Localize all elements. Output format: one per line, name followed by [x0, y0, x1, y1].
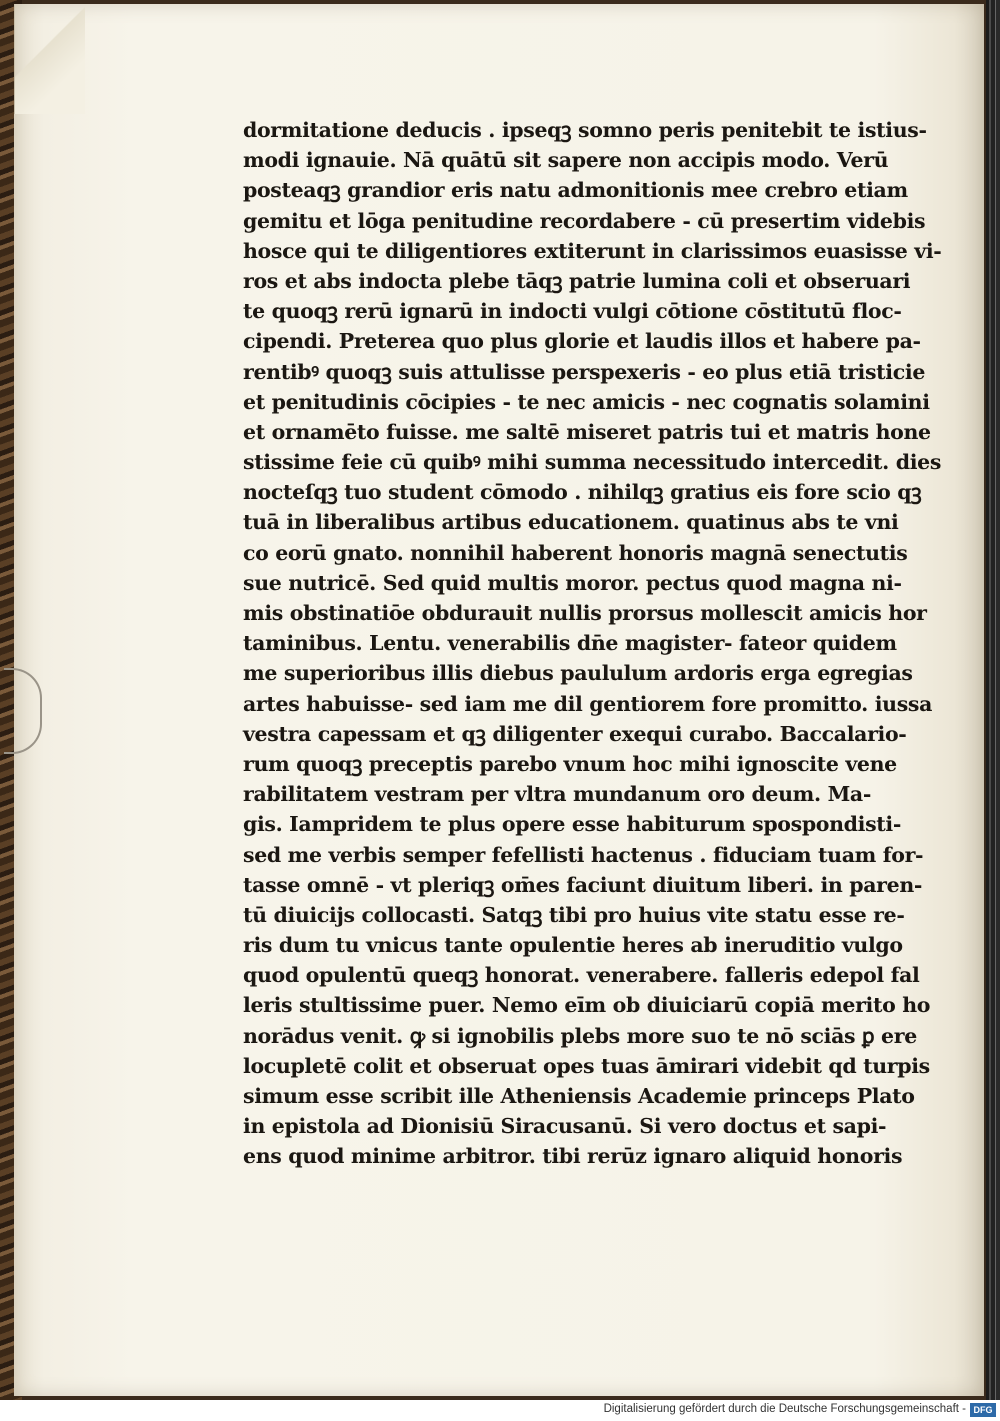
text-line: modi ignauie. Nā quātū sit sapere non accipis modo. Verū	[243, 148, 889, 173]
clasp-mark	[4, 668, 42, 754]
text-line: simum esse scribit ille Atheniensis Academie princeps Plato	[243, 1084, 915, 1108]
text-line: sed me verbis semper fefellisti hactenus . fiduciam tuam for-	[243, 842, 924, 867]
text-line: dormitatione deducis . ipseqꝫ somno peris penitebit te istius-	[243, 118, 927, 142]
text-line: locupletē colit et obseruat opes tuas āmirari videbit qd turpis	[243, 1053, 930, 1078]
text-line: tuā in liberalibus artibus educationem. quatinus abs te vni	[243, 510, 899, 535]
binding-right-edge	[986, 0, 1000, 1400]
text-line: vestra capessam et qꝫ diligenter exequi curabo. Baccalario-	[243, 721, 907, 746]
text-line: ris dum tu vnicus tante opulentie heres ab ineruditio vulgo	[243, 933, 903, 958]
page-corner-fold	[14, 4, 85, 114]
text-line: rum quoqꝫ preceptis parebo vnum hoc mihi ignoscite vene	[243, 751, 897, 776]
text-line: leris stultissime puer. Nemo eīm ob diuiciarū copiā merito ho	[243, 993, 931, 1018]
text-line: sue nutricē. Sed quid multis moror. pectus quod magna ni-	[243, 570, 902, 595]
text-line: ens quod minime arbitror. tibi rerūz ignaro aliquid honoris	[243, 1144, 903, 1169]
text-line: in epistola ad Dionisiū Siracusanū. Si vero doctus et sapi-	[243, 1114, 887, 1139]
text-line: taminibus. Lentu. venerabilis dn̄e magister- fateor quidem	[243, 631, 897, 656]
text-line: rabilitatem vestram per vltra mundanum oro deum. Ma-	[243, 782, 872, 807]
text-line: gis. Iampridem te plus opere esse habiturum spospondisti-	[243, 812, 902, 837]
text-line: posteaqꝫ grandior eris natu admonitionis mee crebro etiam	[243, 178, 908, 203]
text-line: gemitu et lōga penitudine recordabere - cū presertim videbis	[243, 208, 926, 233]
text-line: rentibꝰ quoqꝫ suis attulisse perspexeris - eo plus etiā tristicie	[243, 359, 926, 384]
text-line: et penitudinis cōcipies - te nec amicis - nec cognatis solamini	[243, 389, 930, 414]
text-line: stissime feie cū quibꝰ mihi summa necessitudo intercedit. dies	[243, 450, 942, 475]
footer-credit: Digitalisierung gefördert durch die Deutsche Forschungsgemeinschaft -	[603, 1403, 966, 1415]
dfg-logo: DFG	[970, 1403, 996, 1417]
text-line: nocteſqꝫ tuo student cōmodo . nihilqꝫ gratius eis fore scio qꝫ	[243, 480, 922, 505]
text-line: me superioribus illis diebus paululum ardoris erga egregias	[243, 661, 913, 686]
text-line: tū diuicijs collocasti. Satqꝫ tibi pro huius vite statu esse re-	[243, 902, 905, 927]
text-line: norādus venit. ꝙ si ignobilis plebs more suo te nō sciās ꝑ ere	[243, 1023, 917, 1048]
text-line: tasse omnē - vt pleriqꝫ om̄es faciunt diuitum liberi. in paren-	[243, 872, 923, 897]
text-line: artes habuisse- sed iam me dil gentiorem fore promitto. iussa	[243, 691, 933, 716]
text-line: cipendi. Preterea quo plus glorie et laudis illos et habere pa-	[243, 329, 921, 354]
text-line: quod opulentū queqꝫ honorat. venerabere. falleris edepol fal	[243, 963, 920, 988]
text-line: ros et abs indocta plebe tāqꝫ patrie lumina coli et obseruari	[243, 268, 911, 293]
text-line: mis obstinatiōe obdurauit nullis prorsus mollescit amicis hor	[243, 601, 927, 625]
text-line: hosce qui te diligentiores extiterunt in clarissimos euasisse vi-	[243, 238, 942, 263]
text-line: et ornamēto fuisse. me saltē miseret patris tui et matris hone	[243, 419, 931, 444]
text-line: te quoqꝫ rerū ignarū in indocti vulgi cōtione cōstitutū floc-	[243, 299, 902, 324]
footer-bar	[0, 1400, 1000, 1421]
text-block	[243, 115, 942, 1172]
text-line: co eorū gnato. nonnihil haberent honoris magnā senectutis	[243, 540, 908, 565]
